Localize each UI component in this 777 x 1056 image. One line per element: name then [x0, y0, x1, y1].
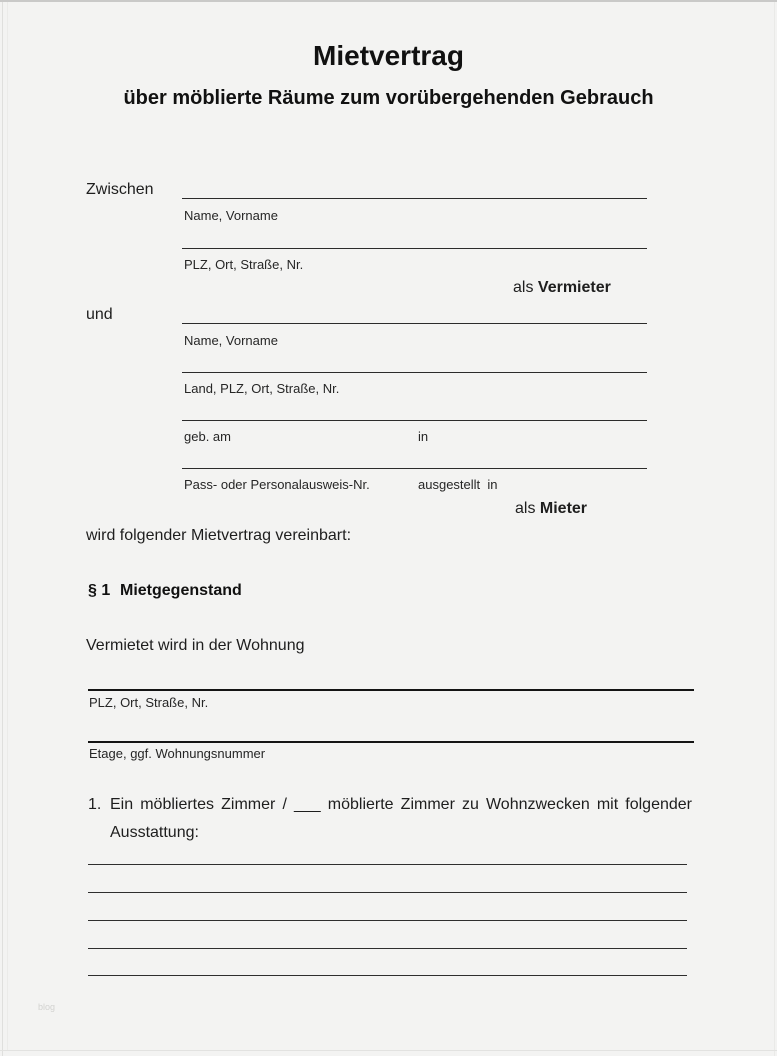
landlord-address-field-label: PLZ, Ort, Straße, Nr.	[184, 257, 304, 272]
apartment-address-field-label: PLZ, Ort, Straße, Nr.	[89, 695, 209, 710]
landlord-role-text	[513, 279, 611, 297]
page-title: Mietvertrag	[313, 40, 464, 71]
scan-edge-top	[0, 0, 777, 2]
tenant-birthplace-label: in	[418, 429, 429, 444]
writing-line-5	[88, 975, 687, 976]
scan-edge-right	[774, 2, 775, 1056]
section-1-lead-text: Vermietet wird in der Wohnung	[86, 637, 305, 654]
writing-line-2	[88, 892, 687, 893]
tenant-passport-issued-label: ausgestellt in	[418, 477, 498, 492]
tenant-name-field-label: Name, Vorname	[184, 333, 278, 348]
writing-line-1	[88, 864, 687, 865]
landlord-role-prefix: als	[513, 279, 538, 296]
landlord-address-field-line	[182, 248, 647, 249]
scan-edge-left	[2, 2, 3, 1056]
clause-1-text: Ein möbliertes Zimmer / ___ möblierte Zimmer zu Wohnzwecken mit folgender Ausstattung:	[110, 796, 692, 841]
section-1-number: § 1	[88, 582, 111, 599]
clause-1-number: 1.	[88, 796, 102, 813]
landlord-name-field-line	[182, 198, 647, 199]
section-1-heading	[88, 582, 242, 600]
apartment-floor-field-line	[88, 741, 694, 743]
tenant-passport-label: Pass- oder Personalausweis-Nr.	[184, 477, 370, 492]
writing-line-3	[88, 920, 687, 921]
tenant-address-field-label: Land, PLZ, Ort, Straße, Nr.	[184, 381, 340, 396]
tenant-role-text	[515, 500, 587, 518]
tenant-role-prefix: als	[515, 500, 540, 517]
watermark-text: blog	[38, 1002, 56, 1012]
scan-edge-bottom	[0, 1050, 777, 1051]
and-label: und	[86, 306, 113, 323]
tenant-address-field-line	[182, 372, 647, 373]
tenant-birthdate-label: geb. am	[184, 429, 231, 444]
apartment-address-field-line	[88, 689, 694, 691]
scan-edge-left-inner	[7, 2, 8, 1050]
writing-line-4	[88, 948, 687, 949]
landlord-name-field-label: Name, Vorname	[184, 208, 278, 223]
tenant-passport-field-line	[182, 468, 647, 469]
clause-1	[88, 791, 692, 847]
between-label: Zwischen	[86, 181, 154, 198]
tenant-birth-field-line	[182, 420, 647, 421]
apartment-floor-field-label: Etage, ggf. Wohnungsnummer	[89, 746, 266, 761]
contract-intro-text: wird folgender Mietvertrag vereinbart:	[86, 527, 352, 544]
landlord-role-name: Vermieter	[537, 279, 611, 296]
page-subtitle: über möblierte Räume zum vorübergehenden Gebrauch	[123, 87, 654, 109]
tenant-name-field-line	[182, 323, 647, 324]
section-1-title: Mietgegenstand	[120, 582, 242, 599]
tenant-role-name: Mieter	[539, 500, 588, 517]
